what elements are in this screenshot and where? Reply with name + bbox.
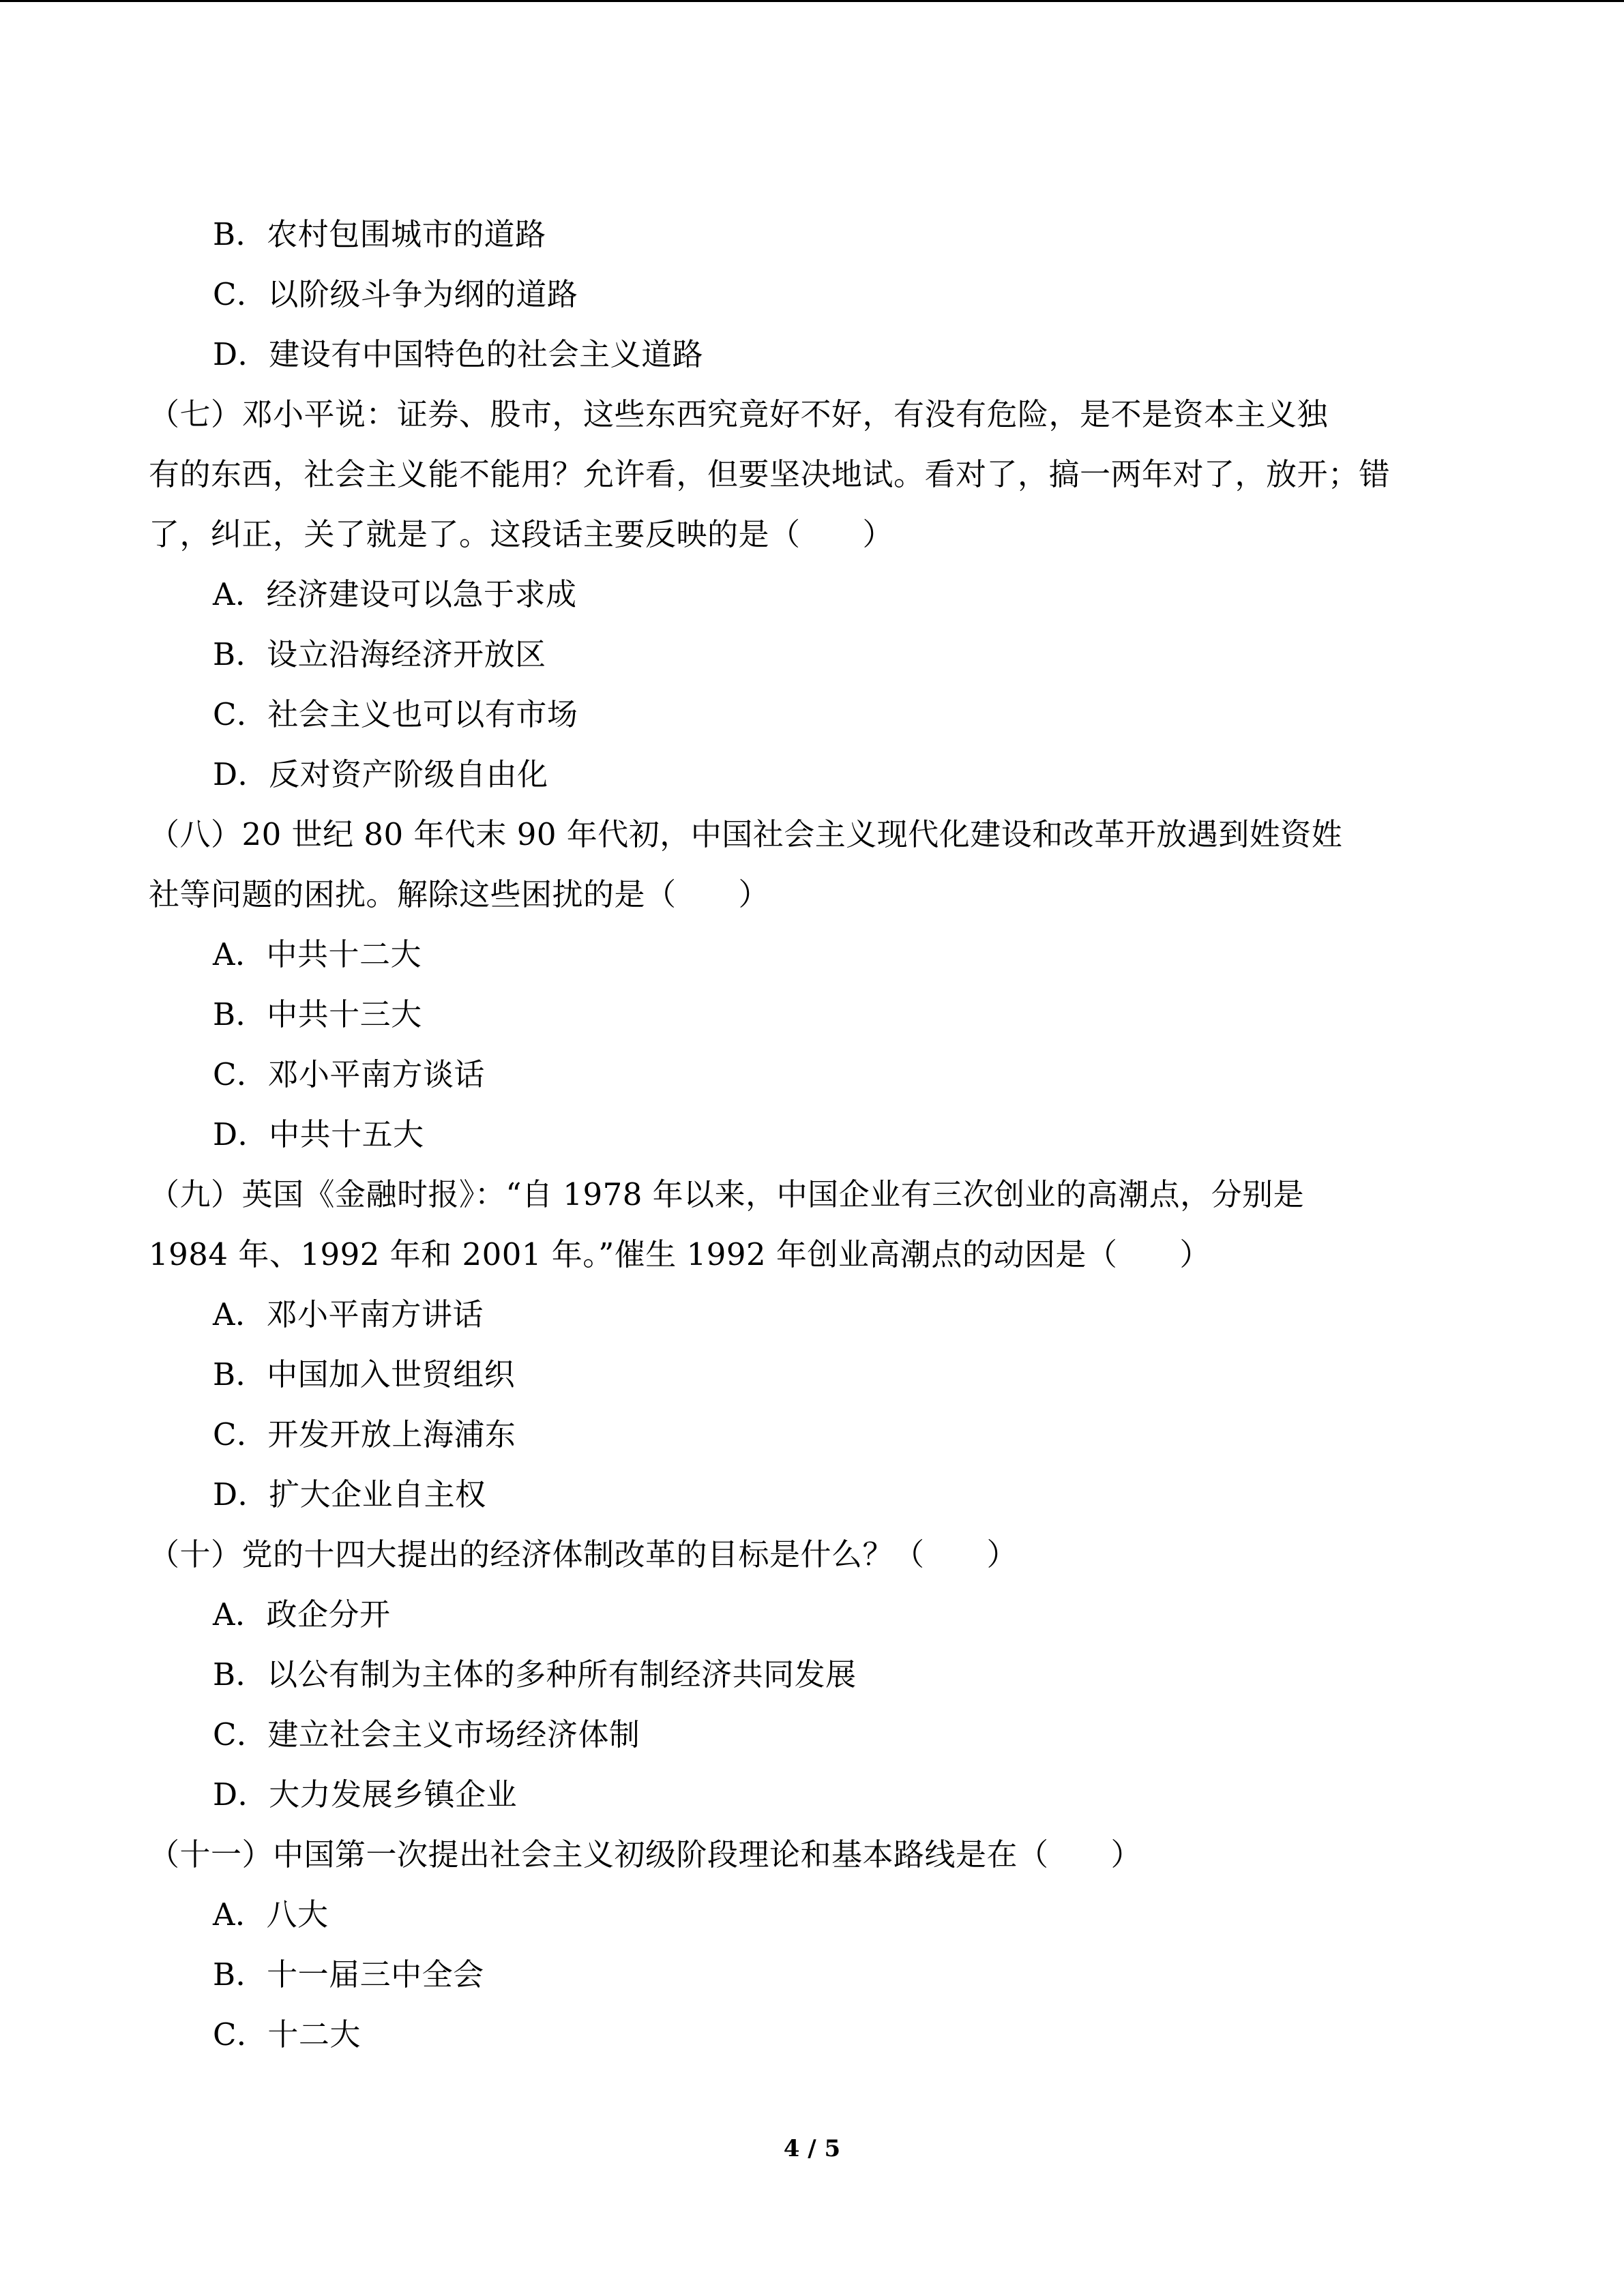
option-line: B．十一届三中全会 — [213, 1956, 484, 1993]
option-line: A．政企分开 — [213, 1596, 391, 1632]
option-line: A．中共十二大 — [213, 936, 422, 972]
option-line: A．八大 — [213, 1896, 329, 1933]
option-line: C．十二大 — [213, 2016, 361, 2053]
option-line: B．以公有制为主体的多种所有制经济共同发展 — [213, 1656, 857, 1693]
option-line: D．中共十五大 — [213, 1116, 424, 1152]
page-number: 4 / 5 — [783, 2135, 841, 2162]
option-line: B．中国加入世贸组织 — [213, 1356, 516, 1392]
option-line: D．扩大企业自主权 — [213, 1476, 486, 1512]
option-line: C．开发开放上海浦东 — [213, 1416, 516, 1452]
option-line: D．大力发展乡镇企业 — [213, 1776, 518, 1813]
option-line: C．建立社会主义市场经济体制 — [213, 1716, 640, 1753]
question-10-stem: （十）党的十四大提出的经济体制改革的目标是什么？（ ） — [149, 1536, 1018, 1572]
option-line: C．社会主义也可以有市场 — [213, 696, 578, 732]
option-line: D．反对资产阶级自由化 — [213, 756, 548, 792]
question-7-stem: （七）邓小平说：证券、股市，这些东西究竟好不好，有没有危险，是不是资本主义独 — [149, 396, 1329, 432]
option-line: B．农村包围城市的道路 — [213, 216, 546, 252]
question-9-stem: （九）英国《金融时报》：“自 1978 年以来，中国企业有三次创业的高潮点，分别是 — [149, 1176, 1305, 1212]
question-11-stem: （十一）中国第一次提出社会主义初级阶段理论和基本路线是在（ ） — [149, 1836, 1142, 1873]
option-line: C．以阶级斗争为纲的道路 — [213, 276, 578, 312]
question-8-stem: （八）20 世纪 80 年代末 90 年代初，中国社会主义现代化建设和改革开放遇到姓资姓 — [149, 816, 1343, 852]
option-line: B．设立沿海经济开放区 — [213, 636, 546, 672]
option-line: C．邓小平南方谈话 — [213, 1056, 485, 1092]
option-line: B．中共十三大 — [213, 996, 422, 1032]
option-line: A．经济建设可以急于求成 — [213, 576, 577, 612]
option-line: D．建设有中国特色的社会主义道路 — [213, 336, 704, 372]
question-8-stem-cont: 社等问题的困扰。解除这些困扰的是（ ） — [149, 876, 770, 912]
question-9-stem-cont: 1984 年、1992 年和 2001 年。”催生 1992 年创业高潮点的动因是（ ） — [149, 1236, 1211, 1272]
option-line: A．邓小平南方讲话 — [213, 1296, 484, 1332]
question-7-stem-cont: 了，纠正，关了就是了。这段话主要反映的是（ ） — [149, 516, 894, 552]
question-7-stem-cont: 有的东西，社会主义能不能用？允许看，但要坚决地试。看对了，搞一两年对了，放开；错 — [149, 456, 1391, 492]
